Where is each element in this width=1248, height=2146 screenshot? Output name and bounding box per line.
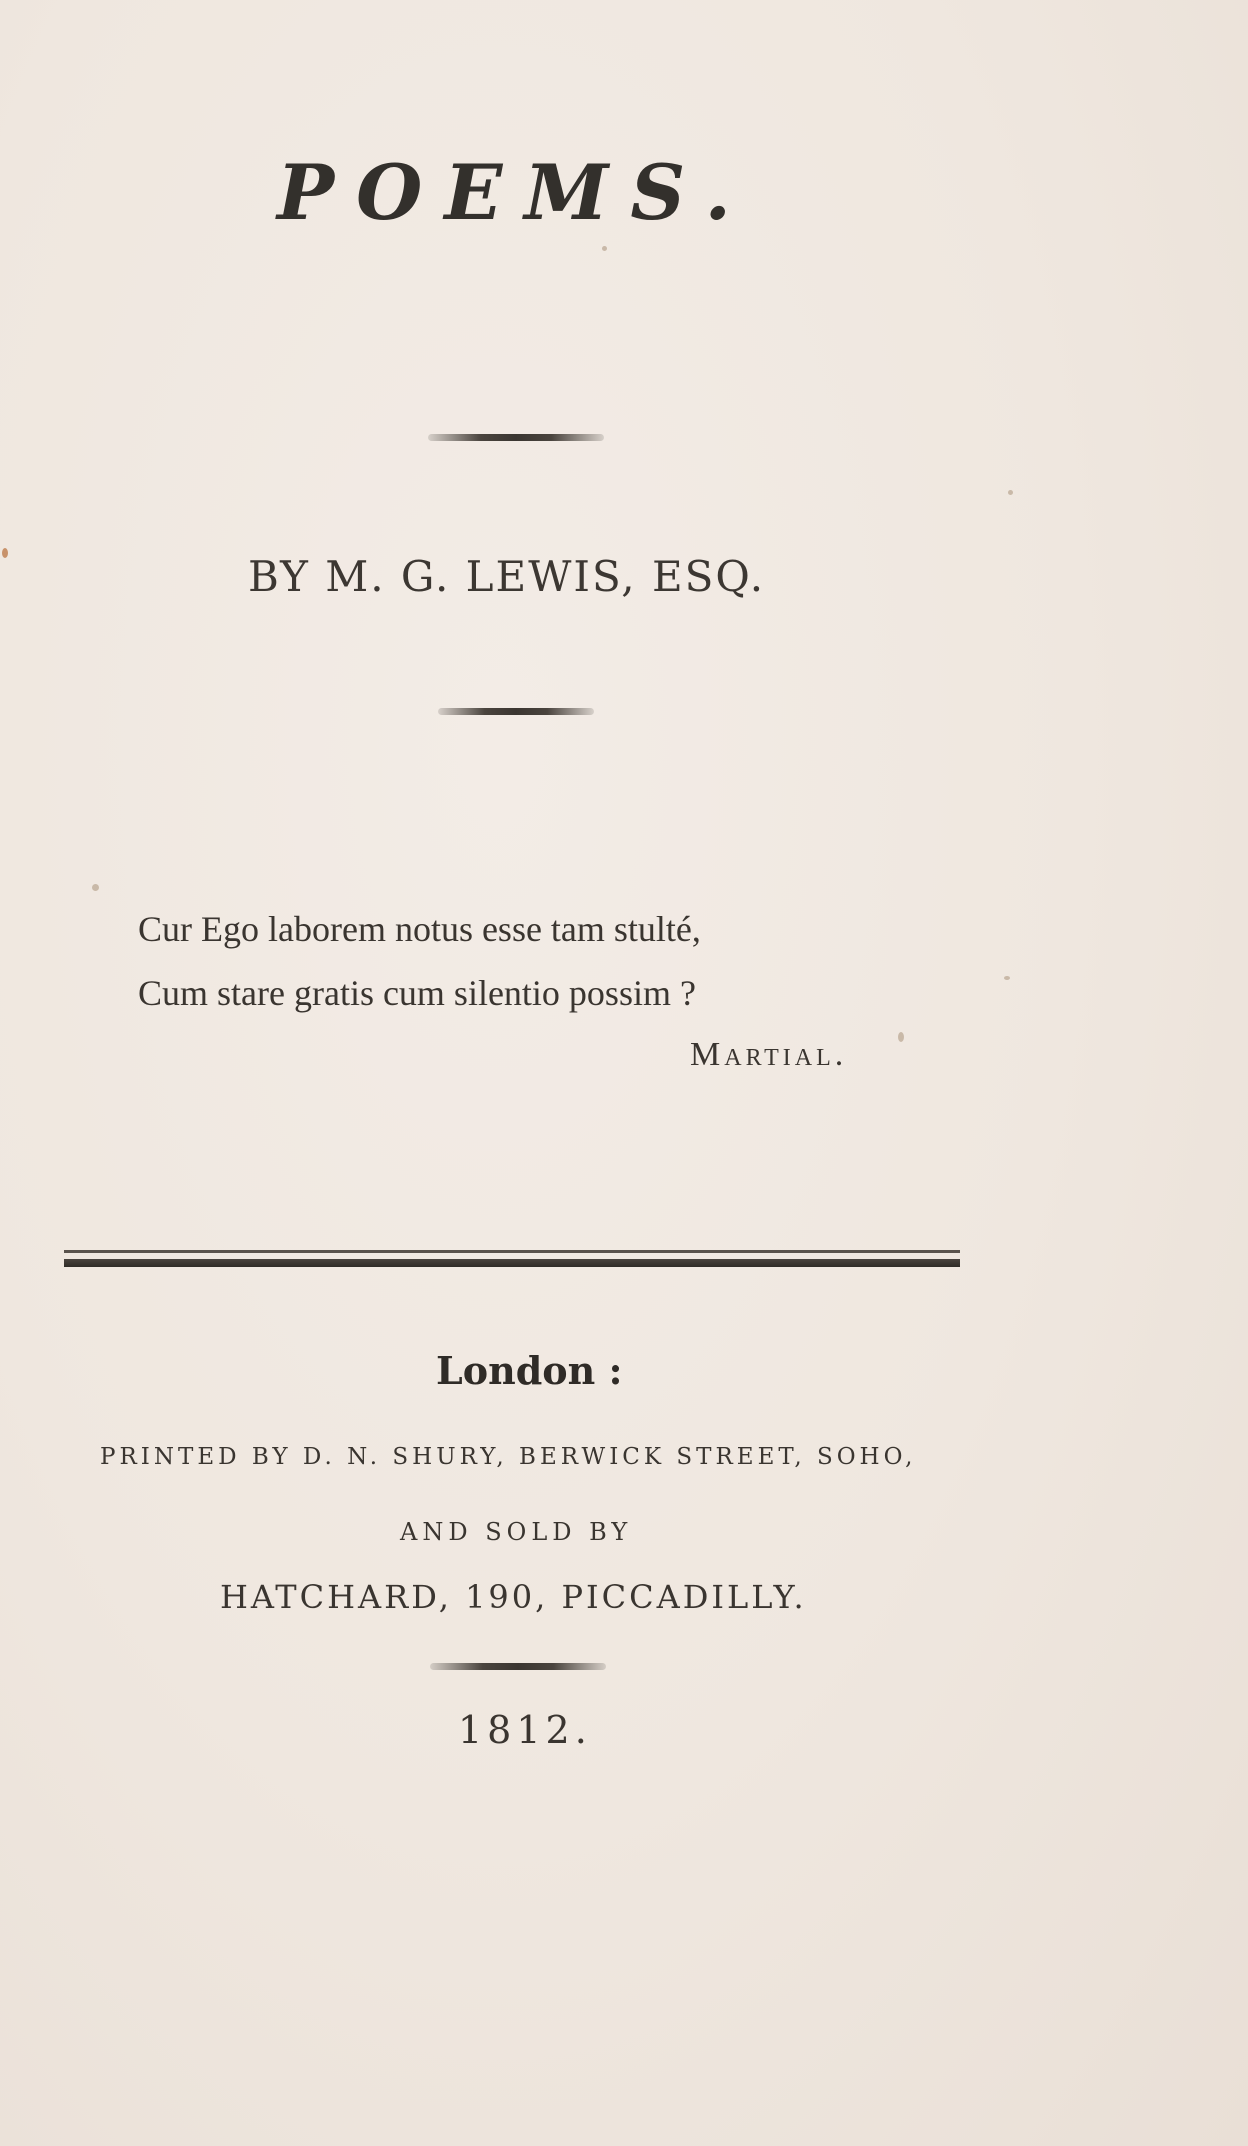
paper-speck	[2, 548, 8, 558]
double-rule-thin	[64, 1250, 960, 1253]
ornamental-rule	[438, 708, 594, 715]
imprint-printer: PRINTED BY D. N. SHURY, BERWICK STREET, SOHO,	[100, 1444, 917, 1470]
imprint-year: 1812.	[458, 1708, 592, 1752]
paper-speck	[602, 246, 607, 251]
epigraph-attribution: Martial.	[690, 1036, 848, 1073]
ornamental-rule	[428, 434, 604, 441]
imprint-city: London :	[436, 1348, 623, 1393]
paper-speck	[898, 1032, 904, 1042]
author-line: BY M. G. LEWIS, ESQ.	[248, 552, 766, 601]
double-rule-thick	[64, 1259, 960, 1267]
epigraph-line-2: Cum stare gratis cum silentio possim ?	[138, 973, 696, 1013]
paper-speck	[92, 884, 99, 891]
paper-speck	[1004, 976, 1010, 980]
imprint-sold-by: AND SOLD BY	[400, 1518, 633, 1546]
imprint-seller: HATCHARD, 190, PICCADILLY.	[220, 1578, 807, 1616]
book-title: POEMS.	[276, 148, 754, 237]
epigraph-line-1: Cur Ego laborem notus esse tam stulté,	[138, 909, 701, 949]
paper-speck	[1008, 490, 1013, 495]
ornamental-rule	[430, 1663, 606, 1670]
